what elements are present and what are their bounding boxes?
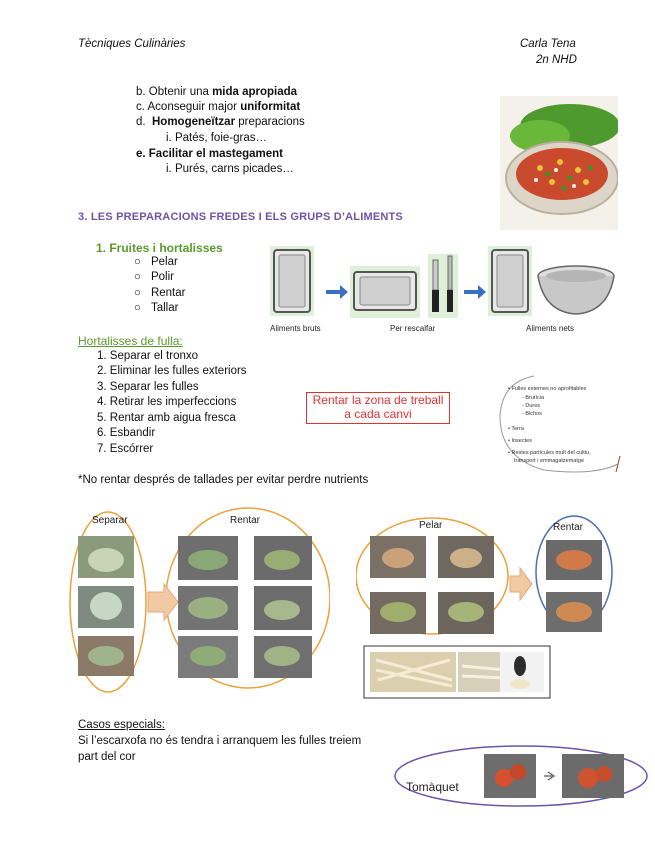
small-bullets: • Fulles externes no aprofitables - Brutícia - Dures - Bichos • Terra • Insectes • Restes partícules mult del cultiu, transport i emmagatzematge [508,386,591,464]
label-rentar: Rentar [230,515,261,526]
label-rentar-2: Rentar [553,522,584,533]
hortalisses-item: 1. Separar el tronxo [97,350,199,362]
list-item-e: e. Facilitar el mastegament [136,148,284,160]
top-list [136,86,496,186]
list-item-c: c. Aconseguir major uniformitat [136,101,301,113]
list-item-e-i: i. Purés, carns picades… [166,163,294,175]
hortalisses-title: Hortalisses de fulla: [78,334,183,348]
caption-nets: Aliments nets [526,324,575,333]
hortalisses-item: 7. Escórrer [97,443,154,455]
fruites-item: ○ Pelar [134,256,178,268]
header-author: Carla Tena [520,38,576,50]
fruites-item: ○ Tallar [134,302,179,314]
salad-photo [500,96,618,230]
fruites-item: ○ Polir [134,271,174,283]
list-item-d-i: i. Patés, foie-gras… [166,132,267,144]
warning-box: Rentar la zona de treball a cada canvi [306,392,450,424]
header-left: Tècniques Culinàries [78,38,186,50]
fruites-item: ○ Rentar [134,287,186,299]
label-separar: Separar [92,515,128,526]
header-class: 2n NHD [536,54,577,66]
section-3-title: 3. LES PREPARACIONS FREDES I ELS GRUPS D’ALIMENTS [78,211,403,223]
cleaning-diagram [268,246,618,324]
tomaquet-ellipse [392,742,650,810]
hortalisses-item: 4. Retirar les imperfeccions [97,396,237,408]
caption-bruts: Aliments bruts [270,324,321,333]
list-item-d: d. Homogeneïtzar preparacions [136,116,305,128]
list-item-b: b. Obtenir una mida apropiada [136,86,298,98]
tomaquet-label: Tomàquet [406,780,459,794]
hortalisses-item: 6. Esbandir [97,427,156,439]
caption-rescalfar: Per rescalfar [390,324,436,333]
casos-title: Casos especials: [78,719,165,731]
casos-line-1: Si l’escarxofa no és tendra i arranquem les fulles treiem [78,735,362,747]
hortalisses-item: 2. Eliminar les fulles exteriors [97,365,247,377]
pelar-rentar-collage [356,510,632,700]
casos-line-2: part del cor [78,751,136,763]
label-pelar: Pelar [419,520,443,531]
note-text: *No rentar després de tallades per evitar perdre nutrients [78,474,369,486]
hortalisses-item: 3. Separar les fulles [97,381,199,393]
separar-rentar-collage [68,506,330,698]
fruites-title: 1. Fruites i hortalisses [96,241,223,255]
hortalisses-list [97,350,297,460]
hortalisses-item: 5. Rentar amb aigua fresca [97,412,236,424]
